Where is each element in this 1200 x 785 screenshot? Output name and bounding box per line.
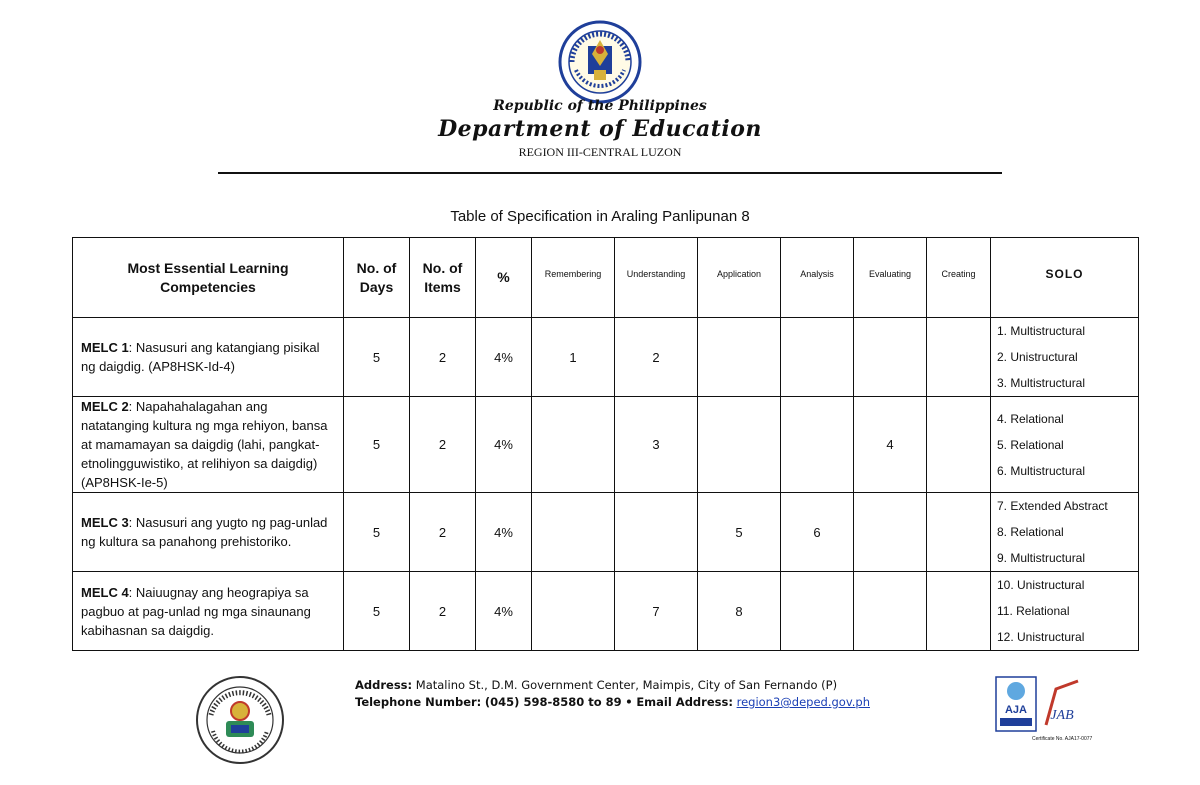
items-cell: 2 (410, 572, 476, 651)
solo-item: 6. Multistructural (997, 463, 1086, 478)
percent-cell: 4% (476, 397, 532, 493)
items-cell: 2 (410, 318, 476, 397)
table-row (73, 493, 1139, 572)
understanding-cell: 3 (615, 397, 698, 493)
specification-table (72, 237, 1139, 651)
header-analysis: Analysis (781, 238, 854, 318)
solo-item: 4. Relational (997, 411, 1064, 426)
analysis-cell (781, 318, 854, 397)
understanding-cell: 2 (615, 318, 698, 397)
melc-label: MELC 2 (81, 399, 129, 414)
analysis-cell (781, 572, 854, 651)
header-remembering: Remembering (532, 238, 615, 318)
creating-cell (927, 572, 991, 651)
header-evaluating: Evaluating (854, 238, 927, 318)
days-cell: 5 (344, 493, 410, 572)
solo-cell (991, 493, 1139, 572)
evaluating-cell (854, 493, 927, 572)
remembering-cell (532, 397, 615, 493)
evaluating-cell (854, 318, 927, 397)
application-cell: 8 (698, 572, 781, 651)
solo-cell (991, 318, 1139, 397)
melc-label: MELC 4 (81, 584, 129, 600)
evaluating-cell: 4 (854, 397, 927, 493)
percent-cell: 4% (476, 318, 532, 397)
region-heading: REGION III-CENTRAL LUZON (518, 145, 682, 159)
days-cell: 5 (344, 397, 410, 493)
address-label: Address: (355, 678, 413, 692)
percent-cell: 4% (476, 493, 532, 572)
solo-item: 11. Relational (997, 604, 1070, 618)
melc-cell (73, 318, 344, 397)
separator: • (625, 695, 633, 709)
application-cell: 5 (698, 493, 781, 572)
days-cell: 5 (344, 572, 410, 651)
certification-badge-icon (994, 675, 1084, 745)
melc-cell (73, 493, 344, 572)
solo-item: 2. Unistructural (997, 350, 1078, 364)
header-creating: Creating (927, 238, 991, 318)
email-link[interactable]: region3@deped.gov.ph (736, 695, 870, 709)
table-row (73, 397, 1139, 493)
analysis-cell (781, 397, 854, 493)
melc-text: : Nasusuri ang yugto ng pag-unlad ng kultura sa panahong prehistoriko. (81, 515, 328, 549)
remembering-cell (532, 493, 615, 572)
melc-text: : Nasusuri ang katangiang pisikal ng daigdig. (AP8HSK-Id-4) (81, 340, 320, 374)
cert-brand-aja: AJA (1004, 704, 1028, 716)
evaluating-cell (854, 572, 927, 651)
items-cell: 2 (410, 397, 476, 493)
days-cell: 5 (344, 318, 410, 397)
contact-line (355, 694, 870, 711)
deped-seal-icon (558, 20, 642, 104)
application-cell (698, 318, 781, 397)
header-divider (218, 172, 1002, 174)
solo-item: 1. Multistructural (997, 324, 1086, 338)
percent-cell: 4% (476, 572, 532, 651)
melc-text: : Naiuugnay ang heograpiya sa pagbuo at pag-unlad ng mga sinaunang kabihasnan sa daigdig. (81, 584, 311, 638)
telephone-label: Telephone Number: (355, 695, 482, 709)
header-competencies: Most Essential Learning Competencies (73, 238, 344, 318)
header-days: No. of Days (344, 238, 410, 318)
remembering-cell (532, 572, 615, 651)
items-cell: 2 (410, 493, 476, 572)
solo-item: 9. Multistructural (997, 551, 1086, 565)
solo-item: 12. Unistructural (997, 630, 1085, 644)
creating-cell (927, 493, 991, 572)
header-application: Application (698, 238, 781, 318)
header-understanding: Understanding (615, 238, 698, 318)
telephone-value: (045) 598-8580 to 89 (484, 695, 622, 709)
address-line (355, 677, 870, 694)
email-label: Email Address: (636, 695, 733, 709)
solo-item: 3. Multistructural (997, 376, 1086, 390)
melc-label: MELC 3 (81, 515, 129, 530)
table-row (73, 572, 1139, 651)
creating-cell (927, 397, 991, 493)
solo-item: 5. Relational (997, 437, 1064, 452)
table-header-row (73, 238, 1139, 318)
table-row (73, 318, 1139, 397)
address-value: Matalino St., D.M. Government Center, Maimpis, City of San Fernando (P) (415, 678, 838, 692)
deped-bottom-seal-icon (195, 675, 285, 765)
solo-item: 8. Relational (997, 525, 1064, 539)
understanding-cell: 7 (615, 572, 698, 651)
melc-cell (73, 397, 344, 493)
table-title: Table of Specification in Araling Panlipunan 8 (450, 208, 750, 225)
solo-cell (991, 572, 1139, 651)
solo-item: 7. Extended Abstract (997, 499, 1108, 513)
header-solo: SOLO (991, 238, 1139, 318)
certificate-number: Certificate No. AJA17-0077 (1032, 736, 1093, 742)
cert-brand-jab: JAB (1050, 708, 1074, 723)
header-items: No. of Items (410, 238, 476, 318)
understanding-cell (615, 493, 698, 572)
header-percent: % (476, 238, 532, 318)
creating-cell (927, 318, 991, 397)
solo-item: 10. Unistructural (997, 578, 1085, 592)
department-heading: Department of Education (438, 116, 762, 142)
remembering-cell: 1 (532, 318, 615, 397)
footer-contact (355, 677, 870, 711)
melc-text: : Napahahalagahan ang natatanging kultura ng mga rehiyon, bansa at mamamayan sa daigdig (lahi, pangkat- etnolingguwistiko, at relihiyon sa daigdig) (AP8HSK-Ie-5) (81, 399, 328, 490)
application-cell (698, 397, 781, 493)
melc-cell (73, 572, 344, 651)
solo-cell (991, 397, 1139, 493)
melc-label: MELC 1 (81, 340, 129, 355)
analysis-cell: 6 (781, 493, 854, 572)
republic-heading: Republic of the Philippines (493, 98, 707, 114)
